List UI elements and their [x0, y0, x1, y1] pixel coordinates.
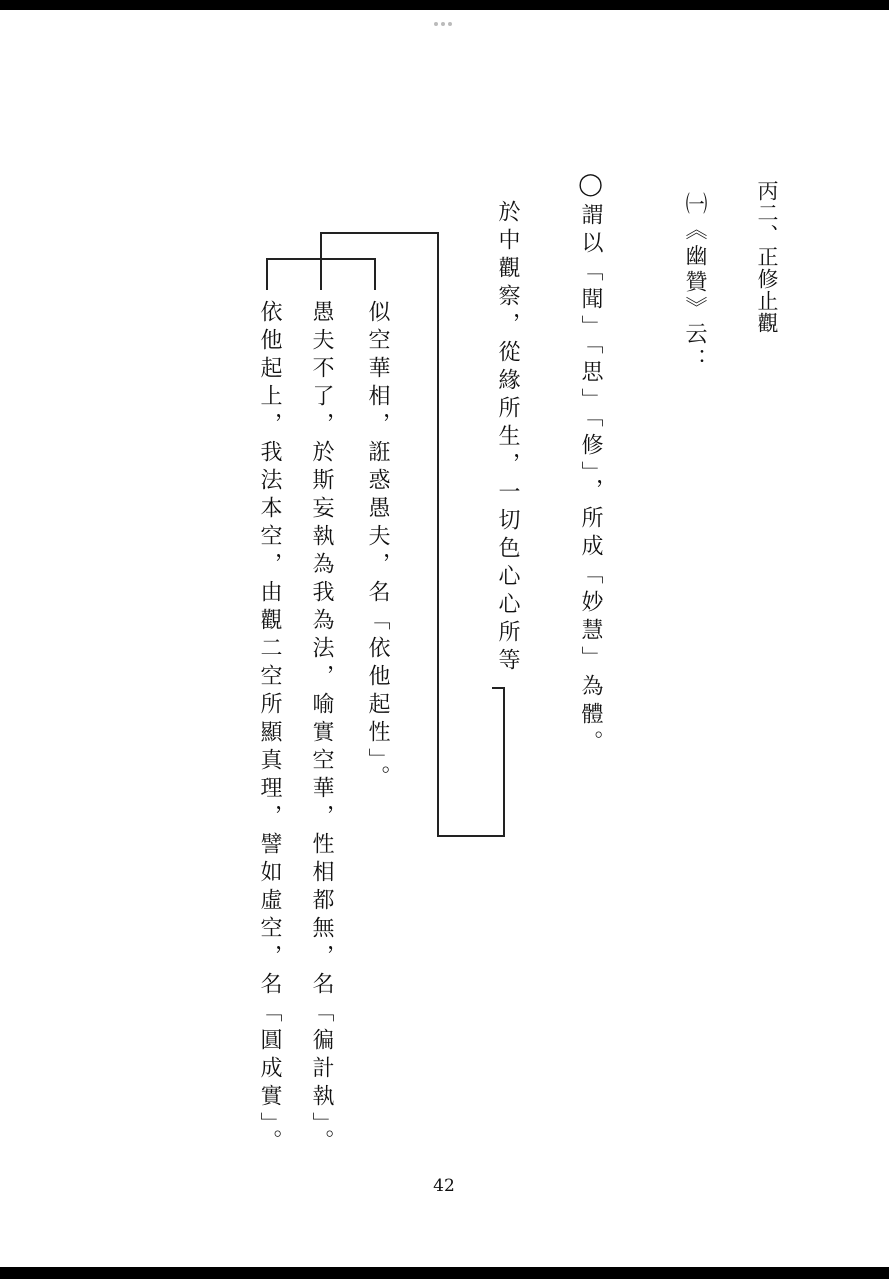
bracket-line — [320, 232, 439, 234]
top-border — [0, 0, 889, 10]
bottom-border — [0, 1267, 889, 1279]
scroll-indicator — [434, 11, 456, 15]
bracket-line — [266, 258, 268, 290]
main-text-column: ◯謂以「聞」「思」「修」，所成「妙慧」為體。 — [578, 172, 603, 758]
bracket-line — [374, 258, 376, 290]
bracket-line — [437, 835, 505, 837]
section-heading: 丙二、正修止觀 — [755, 180, 779, 334]
bracket-line — [437, 232, 439, 837]
bracket-line — [503, 687, 505, 837]
citation-heading: ㈠《幽贊》云： — [682, 192, 707, 374]
branch-text-3: 依他起上，我法本空，由觀二空所顯真理，譬如虛空，名「圓成實」。 — [257, 300, 282, 1157]
branch-text-2: 愚夫不了，於斯妄執為我為法，喻實空華，性相都無，名「徧計執」。 — [309, 300, 334, 1157]
bracket-line — [320, 232, 322, 290]
branch-text-1: 似空華相，誑惑愚夫，名「依他起性」。 — [365, 300, 390, 793]
tree-root-text: 於中觀察，從緣所生，一切色心心所等 — [495, 200, 520, 676]
bracket-line — [266, 258, 376, 260]
page-number: 42 — [433, 1176, 455, 1196]
